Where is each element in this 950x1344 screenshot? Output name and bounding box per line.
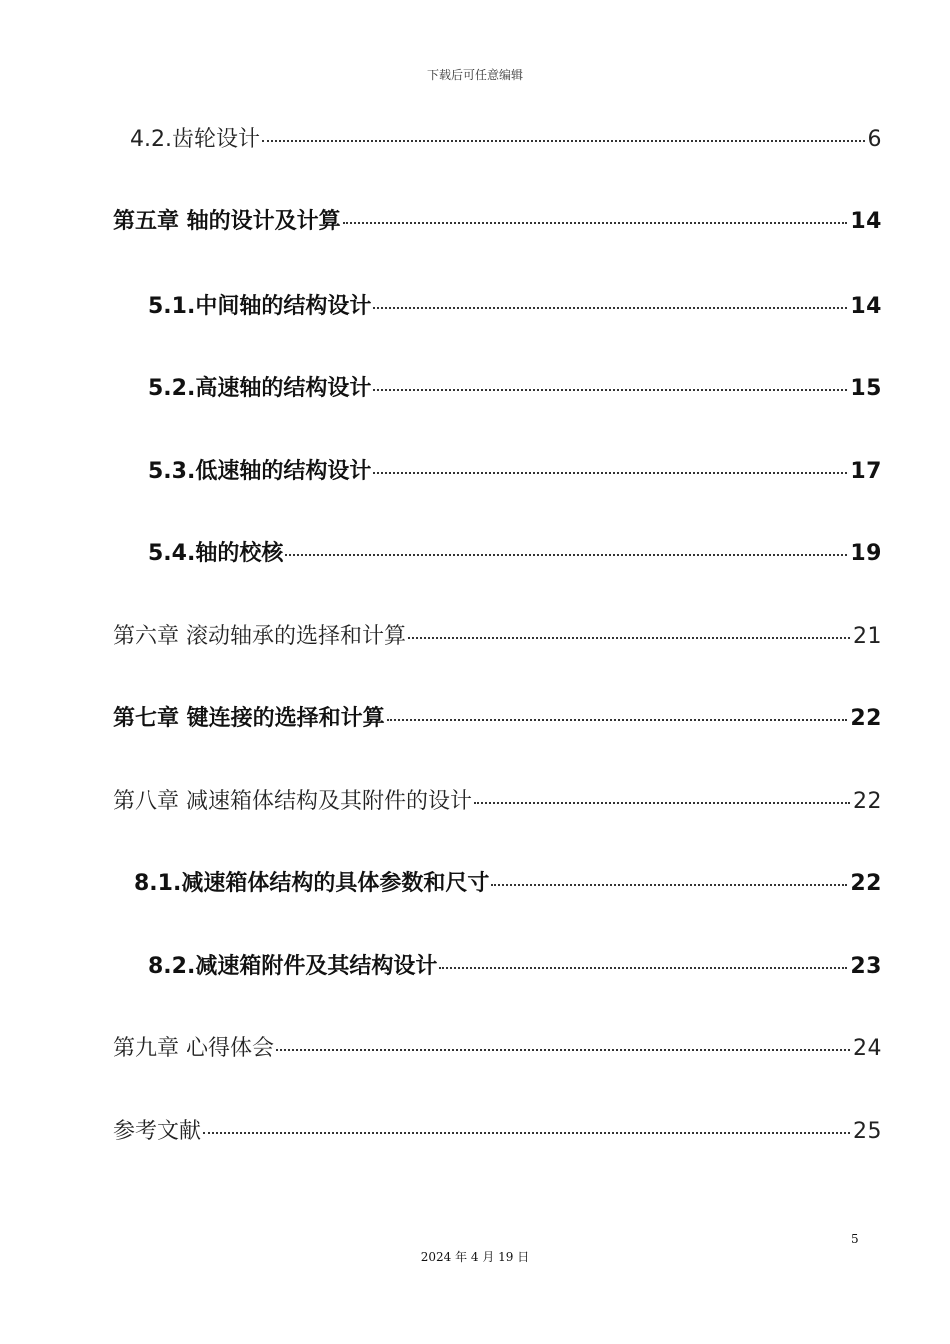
dot-leader [343,222,848,224]
toc-entry-page: 25 [853,1119,882,1144]
toc-entry-page: 22 [850,706,882,731]
toc-entry-5-1[interactable] [148,292,882,322]
page-header: 下载后可任意编辑 [426,68,523,82]
dot-leader [373,472,847,474]
dot-leader [203,1132,850,1134]
toc-entry-page: 6 [867,127,882,152]
toc-entry-title: 5.2.高速轴的结构设计 [148,376,372,401]
toc-entry-chapter-6[interactable] [113,622,882,652]
toc-entry-5-4[interactable] [148,539,882,569]
toc-entry-page: 23 [850,954,882,979]
toc-entry-title: 8.2.减速箱附件及其结构设计 [148,954,438,979]
dot-leader [387,719,848,721]
toc-entry-page: 19 [850,541,882,566]
toc-entry-chapter-5[interactable] [113,207,882,237]
dot-leader [276,1049,850,1051]
toc-entry-page: 24 [853,1036,882,1061]
toc-entry-page: 21 [853,624,882,649]
toc-entry-title: 第七章 键连接的选择和计算 [113,706,385,731]
toc-entry-title: 第五章 轴的设计及计算 [113,209,341,234]
toc-entry-title: 5.3.低速轴的结构设计 [148,459,372,484]
toc-entry-8-2[interactable] [148,952,882,982]
toc-entry-title: 4.2.齿轮设计 [130,127,260,152]
dot-leader [474,802,850,804]
toc-entry-5-3[interactable] [148,457,882,487]
dot-leader [373,307,847,309]
toc-entry-title: 第八章 减速箱体结构及其附件的设计 [113,789,472,814]
toc-entry-page: 14 [850,294,882,319]
toc-entry-title: 5.1.中间轴的结构设计 [148,294,372,319]
toc-entry-5-2[interactable] [148,374,882,404]
toc-entry-8-1[interactable] [134,869,882,899]
dot-leader [491,884,847,886]
dot-leader [373,389,847,391]
dot-leader [285,554,847,556]
toc-entry-title: 8.1.减速箱体结构的具体参数和尺寸 [134,871,490,896]
toc-entry-title: 第九章 心得体会 [113,1036,274,1061]
toc-entry-page: 15 [850,376,882,401]
toc-entry-title: 第六章 滚动轴承的选择和计算 [113,624,406,649]
footer-date: 2024 年 4 月 19 日 [420,1250,530,1264]
toc-entry-title: 5.4.轴的校核 [148,541,284,566]
toc-entry-page: 22 [850,871,882,896]
toc-entry-page: 17 [850,459,882,484]
toc-entry-references[interactable] [113,1117,882,1147]
toc-entry-4-2[interactable] [130,125,882,155]
dot-leader [439,967,847,969]
dot-leader [408,637,850,639]
toc-entry-chapter-8[interactable] [113,787,882,817]
toc-entry-title: 参考文献 [113,1119,202,1144]
toc-entry-page: 22 [853,789,882,814]
page-number: 5 [851,1232,859,1246]
toc-entry-chapter-7[interactable] [113,704,882,734]
toc-entry-chapter-9[interactable] [113,1034,882,1064]
dot-leader [262,140,865,142]
toc-entry-page: 14 [850,209,882,234]
